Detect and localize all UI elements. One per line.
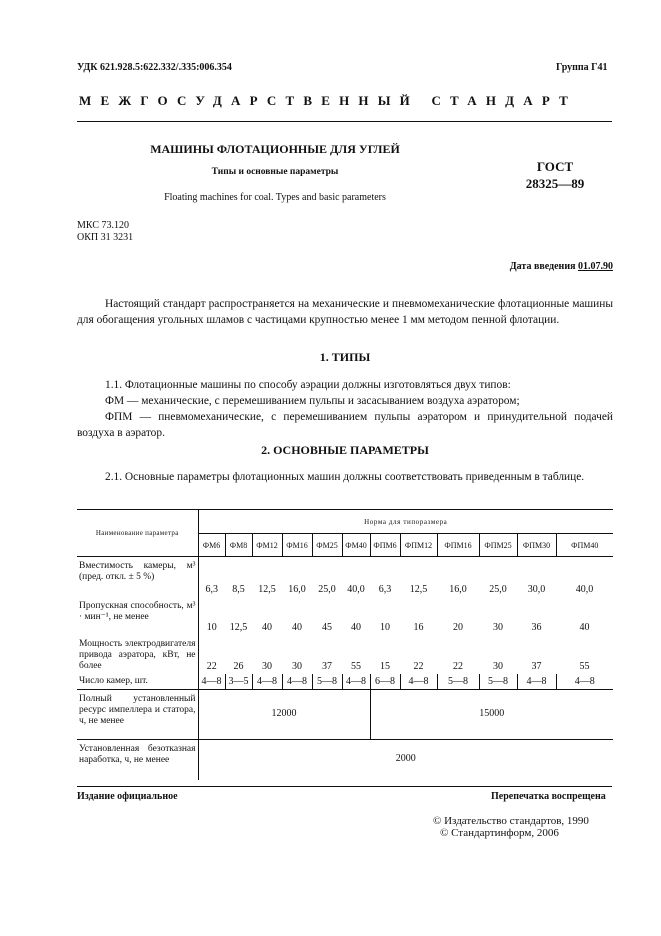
table-cell: 16 [413,621,424,633]
table-cell: 5—8 [312,674,342,690]
column-header: ФПМ25 [479,534,517,557]
table-cell: 6,3 [378,583,392,595]
row-label: Число камер, шт. [77,674,198,690]
table-cell: 30 [292,660,302,672]
table-cell: 20 [453,621,463,633]
table-cell: 40 [292,621,302,633]
table-row [77,557,613,597]
column-header: ФМ6 [198,534,225,557]
table-cell: 22 [206,660,217,672]
edition-note: Издание официальное [77,791,178,802]
row-label: Полный установленный ресурс импеллера и статора, ч, не менее [77,690,198,740]
table-cell: 40 [262,621,272,633]
table-cell: 4—8 [400,674,437,690]
table-cell: 25,0 [489,583,507,595]
row-label: Вместимость камеры, м³ (пред. откл. ± 5 %) [77,557,198,597]
table-cell: 30 [493,621,503,633]
document-subtitle: Типы и основные параметры [211,167,339,177]
header-rule [77,121,612,122]
udk-code: УДК 621.928.5:622.332/.335:006.354 [77,62,232,73]
table-cell: 6—8 [370,674,400,690]
parameters-table [77,509,613,780]
column-header: ФПМ30 [517,534,556,557]
table-cell: 55 [351,660,361,672]
table-row [77,690,613,740]
table-cell: 12,5 [258,583,276,595]
column-header: ФМ16 [282,534,312,557]
section-1-title: 1. ТИПЫ [319,350,371,364]
table-cell: 8,5 [232,583,245,595]
row-label: Установленная безотказная наработка, ч, не менее [77,740,198,780]
column-header: ФПМ12 [400,534,437,557]
copyright-block [433,815,589,839]
standard-type: МЕЖГОСУДАРСТВЕННЫЙ СТАНДАРТ [79,93,578,108]
s2-paragraph-1: 2.1. Основные параметры флотационных машин должны соответствовать приведенным в таблице. [105,471,585,483]
table-cell: 4—8 [282,674,312,690]
s1-paragraph-1: 1.1. Флотационные машины по способу аэрации должны изготовляться двух типов: [105,379,511,391]
column-header: ФПМ40 [556,534,613,557]
table-cell: 4—8 [198,674,225,690]
document-title: МАШИНЫ ФЛОТАЦИОННЫЕ ДЛЯ УГЛЕЙ [150,142,400,156]
table-cell: 5—8 [479,674,517,690]
table-cell: 12,5 [409,583,428,595]
table-cell: 15000 [370,690,613,740]
table-cell: 16,0 [449,583,467,595]
table-cell: 22 [413,660,424,672]
table-row [77,635,613,674]
table-cell: 26 [233,660,244,672]
gost-number: 28325—89 [525,176,585,191]
table-cell: 40,0 [347,583,365,595]
mks-code: МКС 73.120 [77,220,129,231]
gost-designation [500,158,610,192]
intro-paragraph: Настоящий стандарт распространяется на механические и пневмомеханические флотационные машины для обогащения угольных шламов с частицами крупностью менее 1 мм методом пенной флотации. [77,298,613,326]
gost-label: ГОСТ [536,159,574,174]
table-cell: 37 [531,660,542,672]
table-cell: 30,0 [527,583,546,595]
table-cell: 30 [262,660,272,672]
group-code: Группа Г41 [556,62,608,73]
table-cell: 37 [322,660,332,672]
table-cell: 3—5 [225,674,252,690]
table-row [77,740,613,780]
table-cell: 16,0 [288,583,306,595]
english-title: Floating machines for coal. Types and basic parameters [164,192,386,203]
column-header: ФМ8 [225,534,252,557]
table-cell: 2000 [198,740,613,780]
table-cell: 5—8 [437,674,479,690]
section-2-title: 2. ОСНОВНЫЕ ПАРАМЕТРЫ [261,443,429,457]
table-cell: 4—8 [342,674,370,690]
table-cell: 40 [579,621,590,633]
table-cell: 30 [493,660,503,672]
table-cell: 4—8 [574,676,595,687]
column-header: ФМ12 [252,534,282,557]
table-cell: 40 [351,621,361,633]
footer-rule [77,786,612,787]
table-cell: 10 [380,621,390,633]
table-cell: 12000 [198,690,370,740]
column-header: ФМ25 [312,534,342,557]
column-header: ФПМ16 [437,534,479,557]
table-cell: 10 [206,621,217,633]
norm-header: Норма для типоразмера [198,510,613,534]
table-cell: 6,3 [205,583,218,595]
date-label: Дата введения [509,261,576,272]
table-cell: 4—8 [517,674,556,690]
table-cell: 45 [322,621,332,633]
reprint-note: Перепечатка воспрещена [491,791,606,802]
column-header: ФМ40 [342,534,370,557]
table-cell: 12,5 [229,621,248,633]
table-cell: 55 [579,660,590,672]
copyright-line: © Издательство стандартов, 1990 [433,815,589,827]
table-cell: 40,0 [575,583,594,595]
column-header: ФПМ6 [370,534,400,557]
classification-codes [77,220,133,244]
table-row [77,674,613,690]
table-cell: 4—8 [252,674,282,690]
okp-code: ОКП 31 3231 [77,232,134,243]
s1-paragraph-3: ФПМ — пневмомеханические, с перемешиванием пульпы аэратором и принудительной подачей воздуха в аэратор. [77,411,613,439]
table-cell: 15 [380,660,390,672]
introduction-date [510,261,613,272]
table-cell: 25,0 [318,583,336,595]
table-cell: 22 [453,660,463,672]
copyright-line: © Стандартинформ, 2006 [440,827,559,839]
param-header: Наименование параметра [77,510,198,557]
s1-paragraph-2: ФМ — механические, с перемешиванием пульпы и засасыванием воздуха аэратором; [105,395,520,407]
table-row [77,597,613,635]
row-label: Мощность электродвигателя привода аэратора, кВт, не более [77,635,198,674]
table-cell: 36 [531,621,542,633]
row-label: Пропускная способность, м³ · мин⁻¹, не менее [77,597,198,635]
date-value: 01.07.90 [578,261,613,272]
